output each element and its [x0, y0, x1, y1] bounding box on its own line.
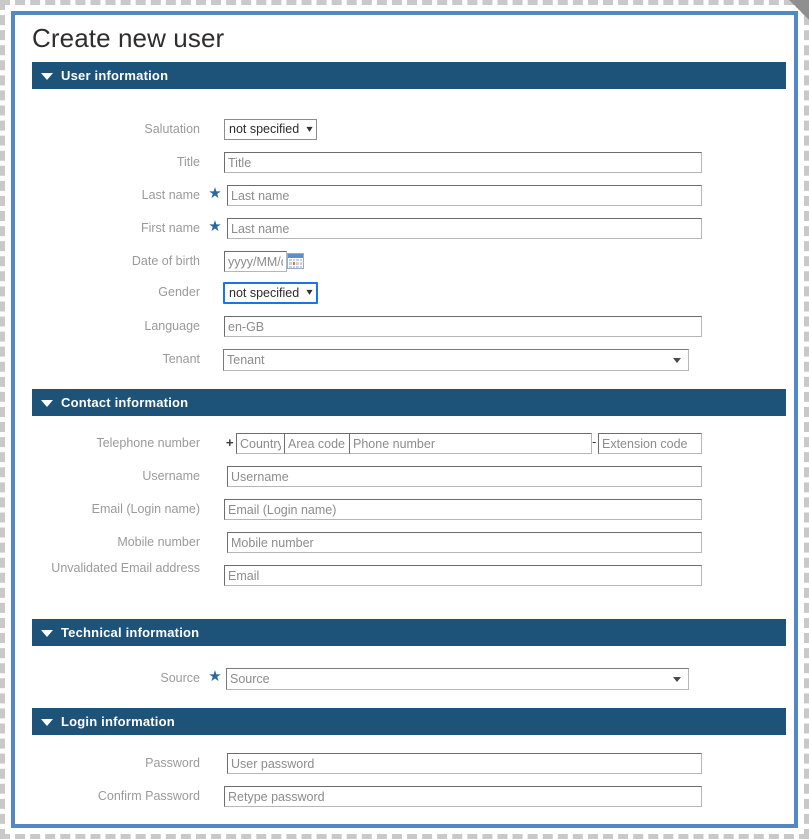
mobile-number-input[interactable] — [227, 532, 702, 553]
telephone-extension-code-input[interactable] — [598, 433, 702, 454]
label-salutation: Salutation — [144, 122, 200, 136]
field-row-mobile-number — [15, 532, 794, 554]
field-row-last-name — [15, 185, 794, 207]
label-unvalidated-email-address: Unvalidated Email address — [51, 561, 200, 575]
first-name-input[interactable] — [227, 218, 702, 239]
dropdown-arrow-icon — [673, 358, 681, 363]
chevron-down-icon: ▾ — [306, 287, 313, 298]
field-row-telephone-number — [15, 433, 794, 455]
gender-select-value: not specified — [229, 285, 300, 300]
label-telephone-number: Telephone number — [96, 436, 200, 450]
section-title: Technical information — [61, 625, 200, 640]
caret-down-icon — [41, 400, 53, 407]
caret-down-icon — [41, 630, 53, 637]
field-row-salutation — [15, 119, 794, 141]
section-title: Login information — [61, 714, 175, 729]
field-row-gender — [15, 282, 794, 304]
label-title: Title — [176, 155, 200, 169]
label-date-of-birth: Date of birth — [131, 254, 200, 268]
date-of-birth-input[interactable] — [224, 251, 287, 272]
caret-down-icon — [41, 73, 53, 80]
last-name-input[interactable] — [227, 185, 702, 206]
unvalidated-email-address-input[interactable] — [224, 565, 702, 586]
required-star-icon: ★ — [208, 218, 222, 235]
email-login-name-input[interactable] — [224, 499, 702, 520]
field-row-unvalidated-email-address — [15, 561, 794, 601]
field-row-language — [15, 316, 794, 338]
required-star-icon: ★ — [208, 185, 222, 202]
section-title: Contact information — [61, 395, 189, 410]
field-row-email-login-name — [15, 499, 794, 521]
password-input[interactable] — [227, 753, 702, 774]
section-header-contact-information[interactable] — [32, 389, 786, 416]
field-row-username — [15, 466, 794, 488]
section-header-user-information[interactable] — [32, 62, 786, 89]
field-row-tenant — [15, 349, 794, 371]
source-combobox[interactable] — [226, 668, 689, 690]
label-gender: Gender — [158, 285, 200, 299]
caret-down-icon — [41, 719, 53, 726]
gender-select[interactable] — [223, 282, 318, 304]
tenant-combobox-value: Tenant — [227, 353, 265, 367]
salutation-select[interactable] — [224, 119, 317, 140]
label-email-login-name: Email (Login name) — [91, 502, 200, 516]
username-input[interactable] — [227, 466, 702, 487]
label-username: Username — [142, 469, 200, 483]
label-source: Source — [160, 671, 200, 685]
field-row-title — [15, 152, 794, 174]
telephone-plus-symbol: + — [226, 435, 234, 450]
language-input[interactable] — [224, 316, 702, 337]
telephone-area-code-input[interactable] — [284, 433, 350, 454]
label-confirm-password: Confirm Password — [97, 789, 200, 803]
telephone-separator-symbol: - — [592, 434, 597, 449]
label-language: Language — [144, 319, 200, 333]
title-input[interactable] — [224, 152, 702, 173]
dropdown-arrow-icon — [673, 677, 681, 682]
source-combobox-value: Source — [230, 672, 270, 686]
telephone-number-input[interactable] — [349, 433, 592, 454]
tenant-combobox[interactable] — [223, 349, 689, 371]
telephone-country-code-input[interactable] — [236, 433, 285, 454]
field-row-confirm-password — [15, 786, 794, 808]
section-header-technical-information[interactable] — [32, 619, 786, 646]
confirm-password-input[interactable] — [224, 786, 702, 807]
label-password: Password — [145, 756, 200, 770]
label-tenant: Tenant — [162, 352, 200, 366]
label-mobile-number: Mobile number — [117, 535, 200, 549]
salutation-select-value: not specified — [229, 122, 300, 136]
chevron-down-icon: ▾ — [306, 123, 313, 135]
field-row-password — [15, 753, 794, 775]
calendar-icon[interactable] — [287, 253, 304, 269]
section-title: User information — [61, 68, 169, 83]
field-row-source — [15, 668, 794, 690]
page-title: Create new user — [32, 23, 225, 53]
date-of-birth-group — [224, 251, 287, 272]
label-first-name: First name — [140, 221, 200, 235]
label-last-name: Last name — [141, 188, 200, 202]
create-user-form — [15, 15, 794, 824]
field-row-first-name — [15, 218, 794, 240]
field-row-date-of-birth — [15, 251, 794, 273]
section-header-login-information[interactable] — [32, 708, 786, 735]
required-star-icon: ★ — [208, 668, 222, 685]
